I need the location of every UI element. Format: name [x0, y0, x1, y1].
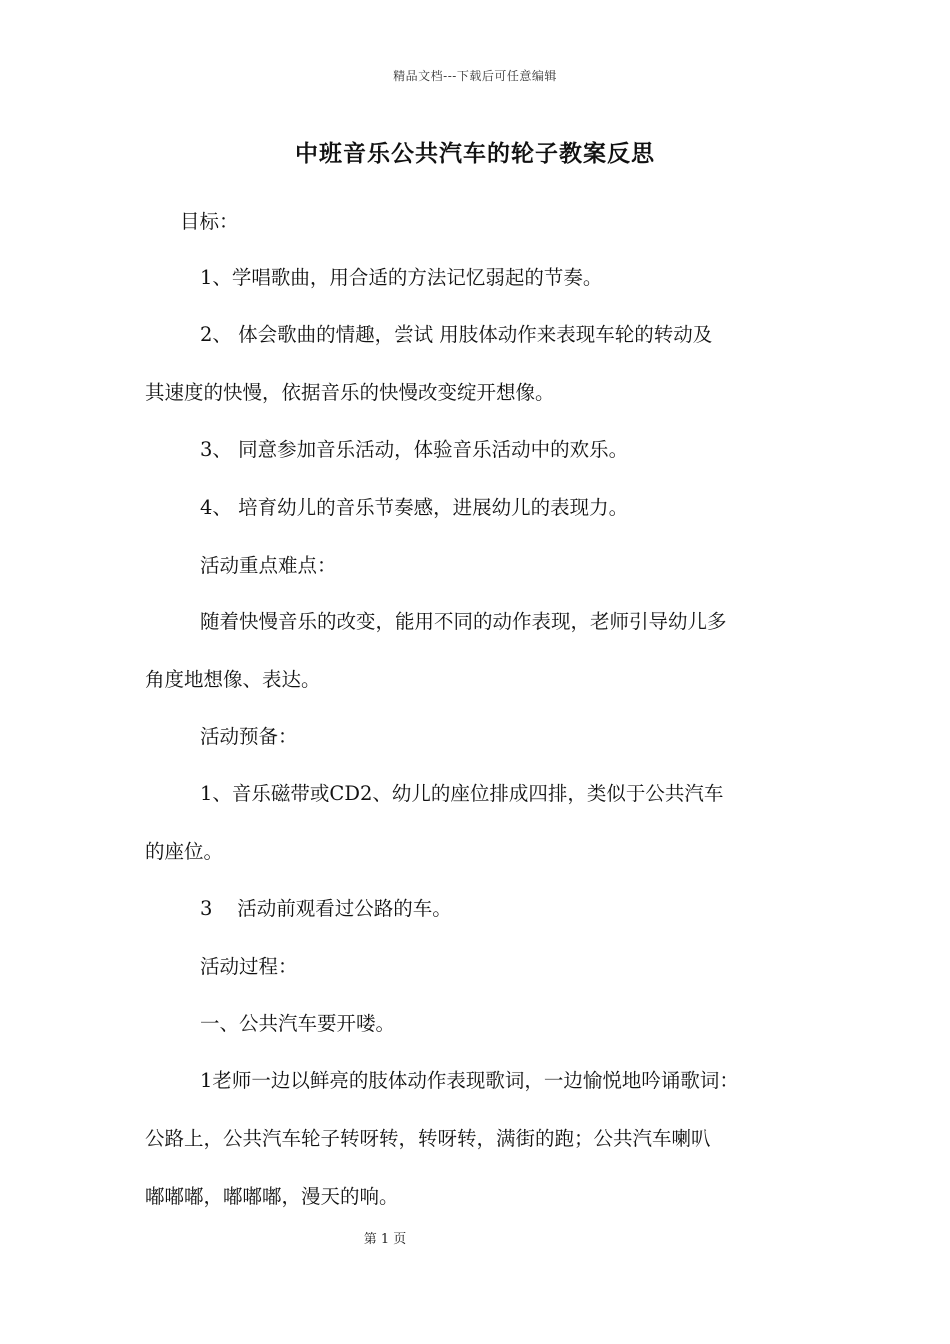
text-line: 其速度的快慢，依据音乐的快慢改变绽开想像。: [145, 381, 555, 404]
text-line: 1、音乐磁带或CD2、幼儿的座位排成四排，类似于公共汽车: [200, 782, 724, 805]
text-line: 角度地想像、表达。: [145, 668, 321, 691]
text-line: 目标：: [180, 210, 239, 233]
paragraph: [145, 708, 890, 766]
paragraph: [145, 938, 890, 996]
paragraph: [145, 479, 890, 537]
paragraph: [145, 306, 835, 422]
text-line: 嘟嘟嘟，嘟嘟嘟，漫天的响。: [145, 1185, 399, 1208]
text-line: 2、 体会歌曲的情趣，尝试 用肢体动作来表现车轮的转动及: [200, 323, 713, 346]
page-number: 第 1 页: [363, 1232, 407, 1247]
page-header: 精品文档---下载后可任意编辑: [393, 69, 557, 83]
document-title: 中班音乐公共汽车的轮子教案反思: [295, 140, 655, 167]
text-line: 3 活动前观看过公路的车。: [200, 897, 452, 920]
text-line: 活动预备：: [200, 725, 298, 748]
paragraph: [145, 765, 835, 881]
text-line: 1老师一边以鲜亮的肢体动作表现歌词，一边愉悦地吟诵歌词：: [200, 1069, 739, 1092]
text-line: 3、 同意参加音乐活动，体验音乐活动中的欢乐。: [200, 438, 629, 461]
text-line: 的座位。: [145, 840, 224, 863]
paragraph: [145, 421, 890, 479]
paragraph: [145, 537, 890, 595]
text-line: 活动重点难点：: [200, 554, 337, 577]
paragraph: [145, 593, 835, 709]
paragraph: [145, 995, 890, 1053]
text-line: 公路上，公共汽车轮子转呀转，转呀转，满街的跑；公共汽车喇叭: [145, 1127, 711, 1150]
text-line: 4、 培育幼儿的音乐节奏感，进展幼儿的表现力。: [200, 496, 629, 519]
paragraph: [145, 880, 890, 938]
paragraph: [145, 1052, 835, 1226]
text-line: 一、公共汽车要开喽。: [200, 1012, 396, 1035]
text-line: 活动过程：: [200, 955, 298, 978]
text-line: 随着快慢音乐的改变，能用不同的动作表现，老师引导幼儿多: [200, 610, 727, 633]
text-line: 1、学唱歌曲，用合适的方法记忆弱起的节奏。: [200, 266, 603, 289]
paragraph: [145, 249, 890, 307]
paragraph: [145, 193, 870, 251]
